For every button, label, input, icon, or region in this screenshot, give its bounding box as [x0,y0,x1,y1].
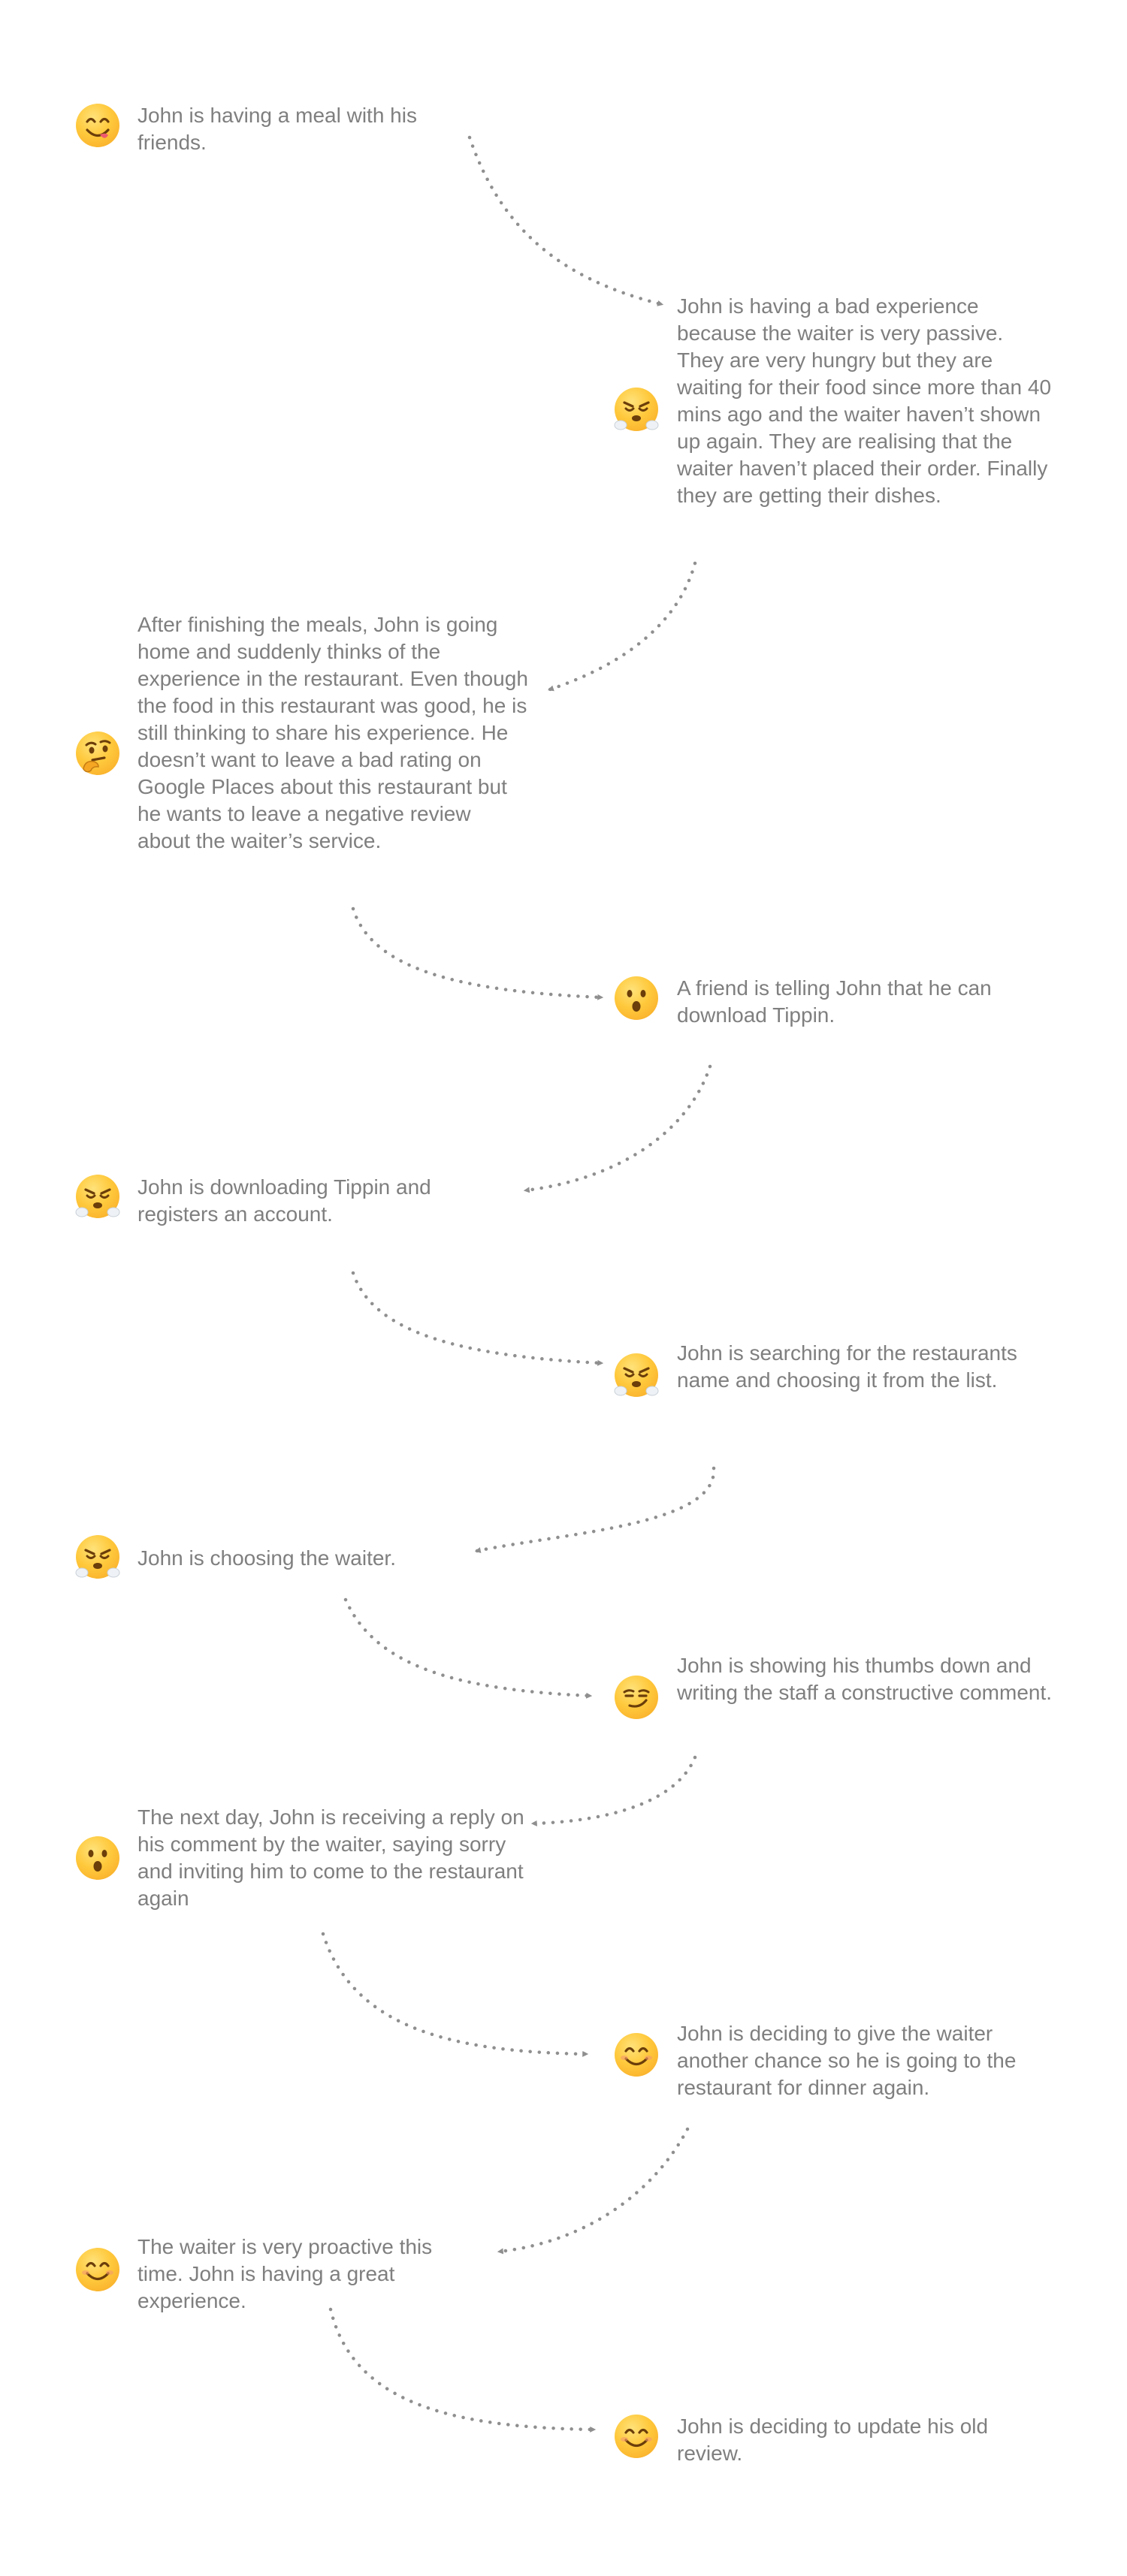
smile-emoji-icon [615,2033,658,2077]
step-text: John is searching for the restaurants name and choosing it from the list. [677,1341,1017,1392]
thinking-emoji-icon [76,731,119,775]
surprised-emoji-icon [76,1836,119,1880]
step-text: John is deciding to give the waiter another chance so he is going to the restaurant for dinner again. [677,2022,1017,2099]
yum-emoji-icon [76,104,119,147]
step-text: John is showing his thumbs down and writing the staff a constructive comment. [677,1654,1053,1704]
step-text: John is deciding to update his old review. [677,2415,989,2465]
connector-8-9 [533,1757,695,1823]
step-text: John is having a meal with his friends. [137,104,417,154]
step-text: John is having a bad experience because the waiter is very passive. They are very hungry but they are waiting for their food since more than 40 mins ago and the waiter haven’t shown up again. They are realising that the waiter haven’t placed their order. Finally they are getting their dishes. [677,294,1052,507]
connector-4-5 [526,1066,710,1190]
connector-9-10 [323,1934,586,2054]
connector-10-11 [500,2129,687,2252]
connector-7-8 [346,1600,590,1696]
smirk-emoji-icon [615,1676,658,1719]
step-text: After finishing the meals, John is going home and suddenly thinks of the experience in the restaurant. Even though the food in this restaurant was good, he is still thinking to share his experience. He doesn’t want to leave a bad rating on Google Places about this restaurant but he wants to leave a negative review about the waiter’s service. [137,613,528,852]
angry-steam-emoji-icon [615,1353,658,1397]
step-text: John is downloading Tippin and registers an account. [137,1175,431,1226]
step-text: The waiter is very proactive this time. John is having a great experience. [137,2235,433,2312]
connector-2-3 [550,563,695,689]
smile-emoji-icon [76,2248,119,2291]
angry-steam-emoji-icon [76,1175,119,1218]
connector-6-7 [477,1468,714,1551]
angry-steam-emoji-icon [615,388,658,431]
connector-5-6 [353,1273,601,1363]
surprised-emoji-icon [615,976,658,1020]
connector-1-2 [470,137,661,304]
step-text: A friend is telling John that he can download Tippin. [677,976,992,1027]
connector-11-12 [331,2309,594,2430]
angry-steam-emoji-icon [76,1535,119,1579]
step-text: John is choosing the waiter. [137,1546,396,1570]
connector-3-4 [353,909,601,997]
smile-emoji-icon [615,2415,658,2458]
step-text: The next day, John is receiving a reply on his comment by the waiter, saying sorry and inviting him to come to the restaurant again [137,1805,524,1910]
